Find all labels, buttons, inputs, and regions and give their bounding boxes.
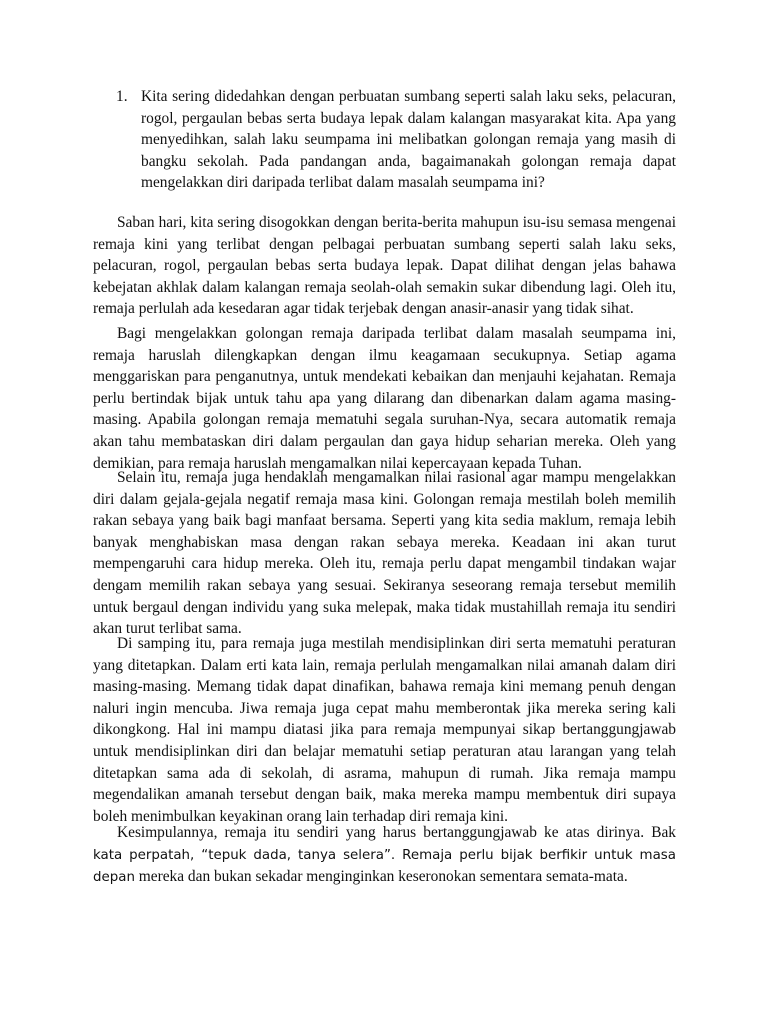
- conclusion-text-proverb: kata perpatah, “tepuk dada, tanya selera”. Remaja perlu bijak berfikir untuk masa depan: [93, 847, 676, 886]
- essay-question: [116, 86, 676, 194]
- conclusion-text-start: Kesimpulannya, remaja itu sendiri yang harus bertanggungjawab ke atas dirinya. Bak: [117, 824, 676, 841]
- paragraph-religious-knowledge: Bagi mengelakkan golongan remaja daripada terlibat dalam masalah seumpama ini, remaja haruslah dilengkapkan dengan ilmu keagamaan secukupnya. Setiap agama menggariskan para penganutnya, untuk mendekati kebaikan dan menjauhi kejahatan. Remaja perlu bertindak bijak untuk tahu apa yang dilarang dan dibenarkan dalam agama masing-masing. Apabila golongan remaja mematuhi segala suruhan-Nya, secara automatik remaja akan tahu membataskan diri dalam pergaulan dan gaya hidup seharian mereka. Oleh yang demikian, para remaja haruslah mengamalkan nilai kepercayaan kepada Tuhan.: [93, 325, 676, 472]
- paragraph-introduction: Saban hari, kita sering disogokkan dengan berita-berita mahupun isu-isu semasa mengenai remaja kini yang terlibat dengan pelbagai perbuatan sumbang seperti salah laku seks, pelacuran, rogol, pergaulan bebas serta budaya lepak. Dapat dilihat dengan jelas bahawa kebejatan akhlak dalam kalangan remaja seolah-olah semakin sukar dibendung lagi. Oleh itu, remaja perlulah ada kesedaran agar tidak terjebak dengan anasir-anasir yang tidak sihat.: [93, 214, 676, 318]
- conclusion-text-end: mereka dan bukan sekadar menginginkan keseronokan sementara semata-mata.: [134, 868, 628, 886]
- paragraph-conclusion: [93, 822, 676, 889]
- paragraph-peer-selection: Selain itu, remaja juga hendaklah mengamalkan nilai rasional agar mampu mengelakkan diri dalam gejala-gejala negatif remaja masa kini. Golongan remaja mestilah boleh memilih rakan sebaya yang baik bagi manfaat bersama. Seperti yang kita sedia maklum, remaja lebih banyak menghabiskan masa dengan rakan sebaya mereka. Keadaan ini akan turut mempengaruhi cara hidup mereka. Oleh itu, remaja perlu dapat mengambil tindakan wajar dengam memilih rakan sebaya yang sesuai. Sekiranya seseorang remaja tersebut memilih untuk bergaul dengan individu yang suka melepak, maka tidak mustahillah remaja itu sendiri akan turut terlibat sama.: [93, 469, 676, 638]
- question-number: 1.: [116, 88, 128, 105]
- paragraph-self-discipline: Di samping itu, para remaja juga mestilah mendisiplinkan diri serta mematuhi peraturan yang ditetapkan. Dalam erti kata lain, remaja perlulah mengamalkan nilai amanah dalam diri masing-masing. Memang tidak dapat dinafikan, bahawa remaja kini memang penuh dengan naluri ingin mencuba. Jiwa remaja juga cepat mahu memberontak jika mereka sering kali dikongkong. Hal ini mampu diatasi jika para remaja mempunyai sikap bertanggungjawab untuk mendisiplinkan diri dan belajar mematuhi setiap peraturan atau larangan yang telah ditetapkan sama ada di sekolah, di asrama, mahupun di rumah. Jika remaja mampu megendalikan amanah tersebut dengan baik, maka mereka mampu membentuk diri supaya boleh menimbulkan keyakinan orang lain terhadap diri remaja kini.: [93, 635, 676, 825]
- question-text: Kita sering didedahkan dengan perbuatan sumbang seperti salah laku seks, pelacuran, rogol, pergaulan bebas serta budaya lepak dalam kalangan masyarakat kita. Apa yang menyedihkan, salah laku seumpama ini melibatkan golongan remaja yang masih di bangku sekolah. Pada pandangan anda, bagaimanakah golongan remaja dapat mengelakkan diri daripada terlibat dalam masalah seumpama ini?: [141, 88, 676, 192]
